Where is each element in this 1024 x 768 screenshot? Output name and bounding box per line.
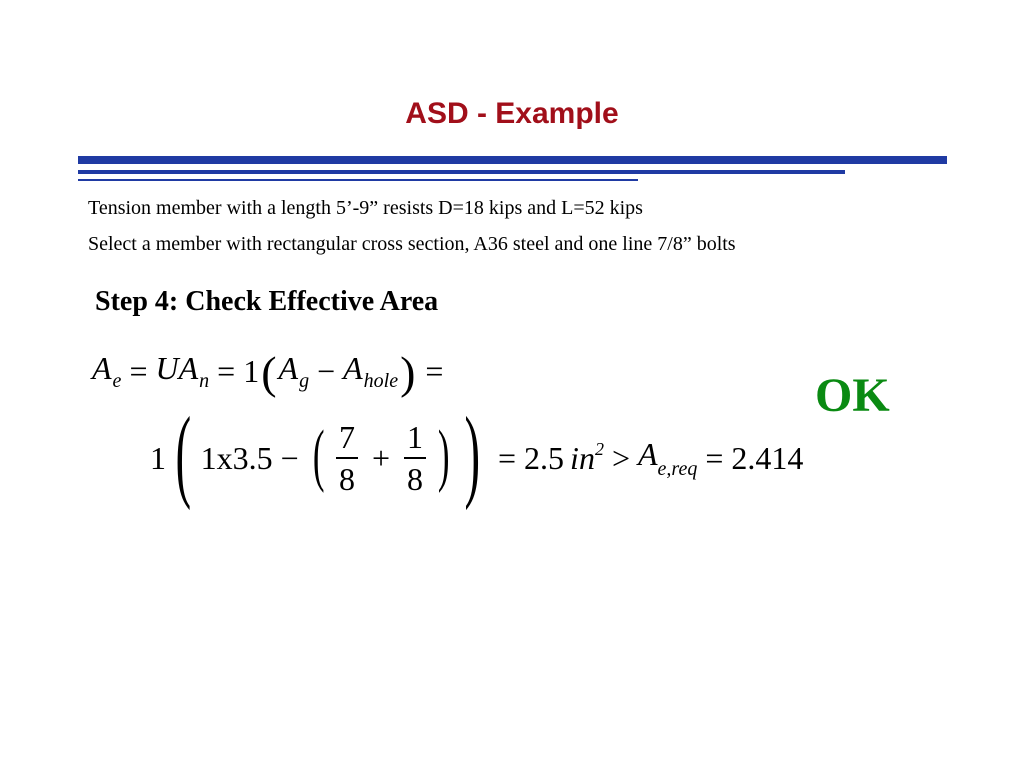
equals-sign: = [705,439,724,476]
equals-sign: = [425,352,444,389]
required-area-value: 2.414 [731,439,804,476]
area-unit: $in^2$ [570,439,604,476]
minus-sign: − [280,439,299,476]
big-open-paren: ( [175,396,192,511]
gross-area-term: 1x3.5 [200,439,273,476]
step-heading: Step 4: Check Effective Area [95,286,439,317]
ag-symbol: $A_g$ [278,349,310,392]
greater-than-sign: > [611,439,630,476]
shear-lag-factor: 1 [150,439,166,476]
header-rule-thin [78,179,638,181]
fraction-numerator: 7 [339,419,355,455]
close-paren: ) [400,347,416,398]
shear-lag-factor: 1 [243,352,260,389]
fraction-denominator: 8 [407,461,424,497]
fraction-hole-allowance [404,421,426,495]
fraction-numerator: 1 [407,419,424,455]
open-paren: ( [261,347,277,398]
fraction-denominator: 8 [339,461,355,497]
equals-sign: = [498,439,517,476]
ae-symbol: $A_e$ [92,349,122,392]
big-close-paren: ) [464,396,481,511]
plus-sign: + [372,439,391,476]
fraction-bolt-diameter [336,421,358,495]
minus-sign: − [317,352,336,389]
equals-sign: = [129,352,148,389]
header-rule-thick [78,156,947,164]
header-rule-medium [78,170,845,174]
mid-close-paren: ) [437,417,450,494]
slide-title: ASD - Example [405,97,619,130]
effective-area-calculation [150,396,804,511]
u-an-product: $UA_n$ [155,349,210,392]
equals-sign: = [217,352,236,389]
fraction-bar [336,457,358,459]
mid-open-paren: ( [312,417,325,494]
effective-area-formula [92,346,451,396]
computed-area-value: 2.5 [524,439,565,476]
problem-statement-line-2: Select a member with rectangular cross section, A36 steel and one line 7/8” bolts [88,233,736,255]
problem-statement-line-1: Tension member with a length 5’-9” resists D=18 kips and L=52 kips [88,197,643,219]
fraction-bar [404,457,426,459]
ahole-symbol: $A_{hole}$ [343,349,399,392]
ae-req-symbol: $A_{e,req}$ [637,435,698,480]
check-result: OK [815,369,890,422]
